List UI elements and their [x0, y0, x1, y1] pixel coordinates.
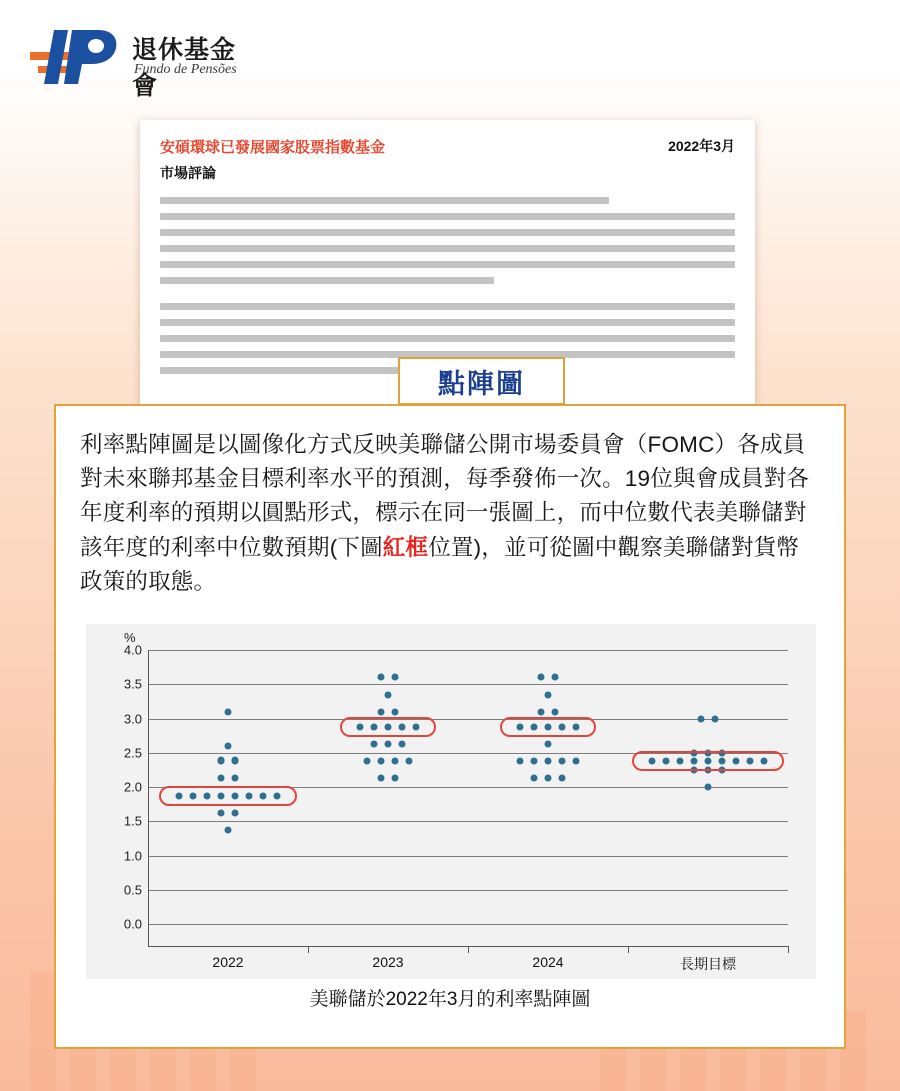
dot-marker — [392, 775, 399, 782]
dot-marker — [385, 691, 392, 698]
dot-marker — [552, 674, 559, 681]
x-axis-tick — [788, 946, 789, 953]
dot-marker — [218, 809, 225, 816]
report-header — [160, 136, 735, 157]
x-axis-tick — [468, 946, 469, 953]
gridline — [148, 856, 788, 857]
y-axis-tick-label: 1.0 — [123, 848, 142, 863]
dot-marker — [225, 708, 232, 715]
dot-marker — [545, 741, 552, 748]
dot-marker — [545, 758, 552, 765]
median-highlight-box — [159, 786, 297, 806]
dot-marker — [698, 715, 705, 722]
x-axis-tick — [628, 946, 629, 953]
y-axis-tick-label: 1.5 — [123, 813, 142, 829]
explanation-text-part2: 位置)，並可從圖中觀察美聯儲對貨幣政策的取態。 — [80, 534, 800, 594]
dot-marker — [705, 784, 712, 791]
dot-plot-chart — [86, 624, 816, 979]
dot-marker — [218, 775, 225, 782]
dot-marker — [531, 758, 538, 765]
dot-marker — [545, 775, 552, 782]
dot-marker — [225, 826, 232, 833]
fp-monogram-icon — [28, 22, 128, 92]
dot-marker — [378, 775, 385, 782]
x-axis-tick — [308, 946, 309, 953]
x-axis-tick-label: 長期目標 — [680, 956, 736, 972]
dot-marker — [392, 708, 399, 715]
dot-marker — [531, 775, 538, 782]
dot-marker — [712, 715, 719, 722]
y-axis-tick-label: 2.5 — [123, 745, 142, 761]
dot-marker — [538, 674, 545, 681]
report-title: 安碩環球已發展國家股票指數基金 — [160, 139, 386, 156]
y-axis-tick-label: 2.0 — [123, 779, 142, 795]
dot-marker — [378, 758, 385, 765]
y-axis-tick-label: 0.5 — [123, 882, 142, 898]
dot-marker — [392, 674, 399, 681]
gridline — [148, 719, 788, 720]
median-highlight-box — [632, 751, 784, 771]
report-subtitle: 市場評論 — [160, 165, 216, 181]
y-axis-tick-label: 3.5 — [123, 676, 142, 692]
dot-marker — [364, 758, 371, 765]
dot-marker — [552, 708, 559, 715]
dot-marker — [232, 758, 239, 765]
gridline — [148, 821, 788, 822]
dot-marker — [545, 691, 552, 698]
x-axis-tick-label: 2023 — [372, 954, 404, 970]
report-date: 2022年3月 — [668, 138, 735, 154]
gridline — [148, 650, 788, 651]
organization-logo — [28, 22, 258, 100]
chart-caption: 美聯儲於2022年3月的利率點陣圖 — [309, 989, 591, 1010]
dot-marker — [232, 775, 239, 782]
x-axis-tick-label: 2022 — [212, 954, 244, 970]
dot-marker — [538, 708, 545, 715]
dot-marker — [399, 741, 406, 748]
y-axis-unit: % — [124, 630, 136, 645]
dot-marker — [517, 758, 524, 765]
dot-plot-canvas — [86, 624, 816, 979]
explanation-highlight: 紅框 — [382, 534, 429, 560]
y-axis-tick-label: 0.0 — [123, 916, 142, 932]
median-highlight-box — [500, 717, 596, 737]
dot-marker — [559, 758, 566, 765]
dot-marker — [559, 775, 566, 782]
report-body-placeholder — [160, 197, 735, 374]
logo-portuguese-name: Fundo de Pensões — [134, 62, 237, 77]
dot-marker — [225, 742, 232, 749]
dot-marker — [371, 741, 378, 748]
explanation-text-part1: 利率點陣圖是以圖像化方式反映美聯儲公開市場委員會（FOMC）各成員對未來聯邦基金目標利率水平的預測，每季發佈一次。19位與會成員對各年度利率的預期以圓點形式，標示在同一張圖上，而中位數代表美聯儲對該年度的利率中位數預期(下圖 — [80, 432, 810, 560]
gridline — [148, 890, 788, 891]
dot-marker — [378, 708, 385, 715]
median-highlight-box — [340, 717, 436, 737]
y-axis-tick-label: 3.0 — [123, 711, 142, 726]
dot-marker — [406, 758, 413, 765]
dot-marker — [232, 809, 239, 816]
gridline — [148, 924, 788, 925]
dot-marker — [573, 758, 580, 765]
dot-marker — [392, 758, 399, 765]
dot-marker — [385, 741, 392, 748]
logo-chinese-name: 退休基金會 — [132, 37, 237, 100]
gridline — [148, 684, 788, 685]
y-axis-tick-label: 4.0 — [123, 642, 142, 658]
x-axis-tick-label: 2024 — [532, 954, 564, 970]
dot-marker — [378, 674, 385, 681]
explanation-panel — [54, 404, 846, 1049]
dot-marker — [218, 758, 225, 765]
explanation-paragraph — [56, 406, 844, 605]
y-axis — [148, 650, 149, 946]
dot-plot-chip-label: 點陣圖 — [398, 357, 565, 405]
